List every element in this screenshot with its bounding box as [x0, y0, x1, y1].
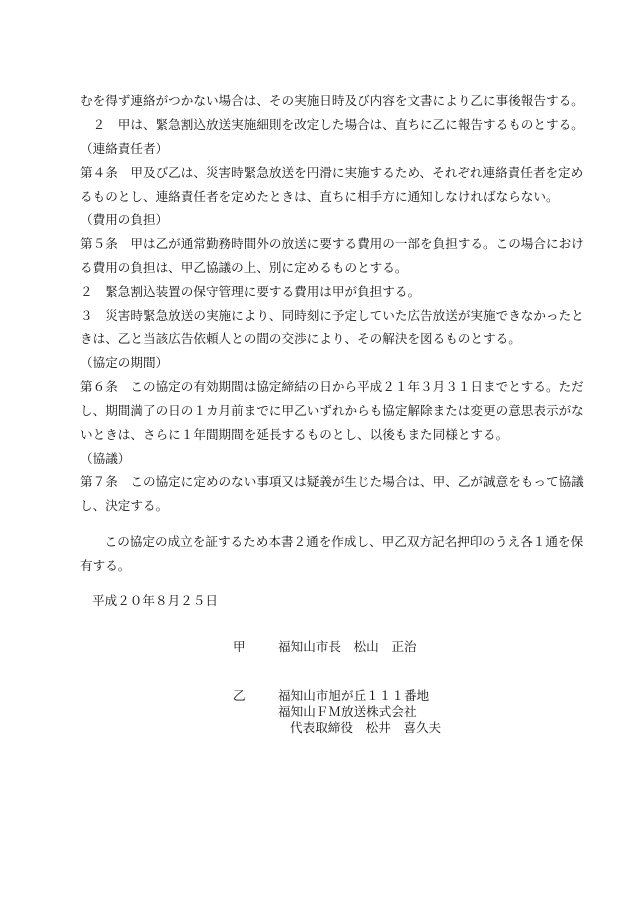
- closing-statement-line: この協定の成立を証するため本書２通を作成し、甲乙双方記名押印のうえ各１通を保: [92, 534, 584, 549]
- party-a-label: 甲: [233, 639, 246, 654]
- party-b-label: 乙: [233, 688, 246, 703]
- section-heading: （協定の期間）: [80, 355, 169, 370]
- party-b-company: 福知山ＦＭ放送株式会社: [278, 704, 417, 719]
- section-heading: （協議）: [80, 451, 131, 466]
- party-a-signatory: 福知山市長 松山 正治: [278, 639, 417, 654]
- paragraph-line: るものとし、連絡責任者を定めたときは、直ちに相手方に通知しなければならない。: [80, 189, 559, 204]
- article-line: 第６条 この協定の有効期間は協定締結の日から平成２１年３月３１日までとする。ただ: [80, 379, 584, 394]
- agreement-date: 平成２０年８月２５日: [92, 593, 218, 608]
- paragraph-line: し、期間満了の日の１カ月前までに甲乙いずれからも協定解除または変更の意思表示がな: [80, 403, 584, 418]
- section-heading: （費用の負担）: [80, 212, 169, 227]
- paragraph-line: る費用の負担は、甲乙協議の上、別に定めるものとする。: [80, 260, 408, 275]
- paragraph-line: むを得ず連絡がつかない場合は、その実施日時及び内容を文書により乙に事後報告する。: [80, 93, 584, 108]
- article-line: 第５条 甲は乙が通常勤務時間外の放送に要する費用の一部を負担する。この場合におけ: [80, 236, 584, 251]
- article-line: 第４条 甲及び乙は、災害時緊急放送を円滑に実施するため、それぞれ連絡責任者を定め: [80, 165, 584, 180]
- party-b-address: 福知山市旭が丘１１１番地: [278, 688, 430, 703]
- closing-statement-line: 有する。: [80, 558, 131, 573]
- paragraph-line: ３ 災害時緊急放送の実施により、同時刻に予定していた広告放送が実施できなかったと: [80, 308, 584, 323]
- paragraph-line: ２ 甲は、緊急割込放送実施細則を改定した場合は、直ちに乙に報告するものとする。: [80, 117, 584, 132]
- paragraph-line: きは、乙と当該広告依頼人との間の交渉により、その解決を図るものとする。: [80, 331, 521, 346]
- party-b-representative: 代表取締役 松井 喜久夫: [290, 720, 442, 735]
- paragraph-line: いときは、さらに１年間期間を延長するものとし、以後もまた同様とする。: [80, 427, 509, 442]
- paragraph-line: し、決定する。: [80, 498, 169, 513]
- article-line: 第７条 この協定に定めのない事項又は疑義が生じた場合は、甲、乙が誠意をもって協議: [80, 474, 584, 489]
- paragraph-line: ２ 緊急割込装置の保守管理に要する費用は甲が負担する。: [80, 284, 421, 299]
- section-heading: （連絡責任者）: [80, 141, 169, 156]
